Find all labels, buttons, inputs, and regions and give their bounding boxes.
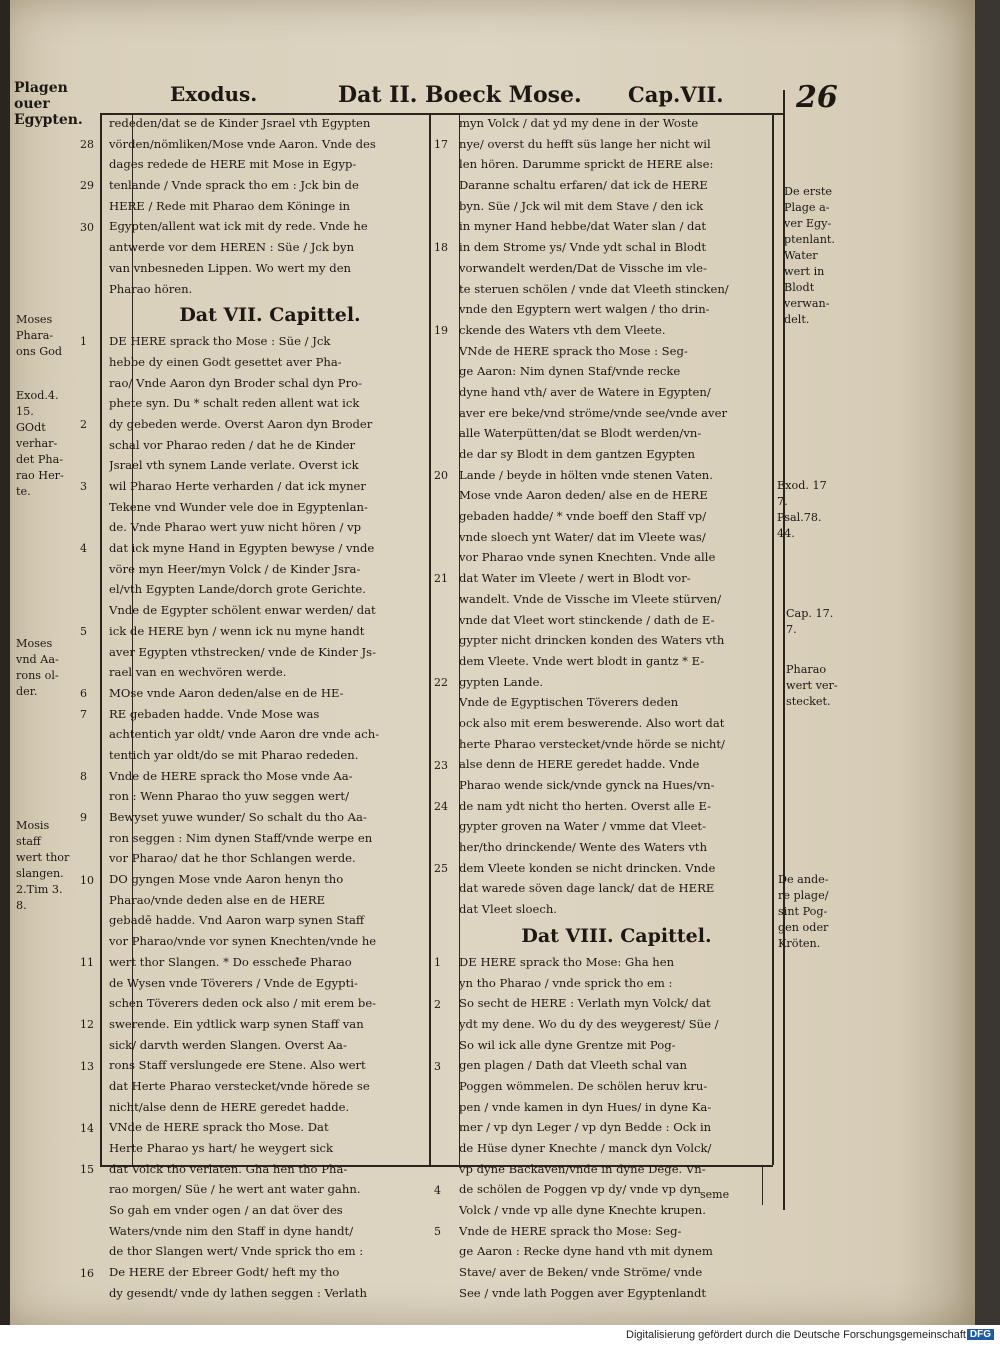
text-line: sick/ darvth werden Slangen. Overst Aa-: [109, 1037, 347, 1052]
text-line: vor Pharao/ dat he thor Schlangen werde.: [109, 851, 356, 866]
verse-number: 22: [434, 675, 448, 689]
left-gloss: Mosis staff wert thor slangen. 2.Tim 3. 8.: [16, 819, 70, 912]
text-line: alle Waterpütten/dat se Blodt werden/vn-: [459, 426, 702, 441]
verse-number: 2: [434, 997, 441, 1011]
text-line: myn Volck / dat yd my dene in der Woste: [459, 116, 699, 130]
text-line: schen Töverers deden ock also / mit erem be-: [109, 996, 377, 1011]
book-spine: [0, 0, 10, 1325]
text-line: de. Vnde Pharao wert yuw nicht hören / vp: [109, 520, 362, 535]
text-line: in myner Hand hebbe/dat Water slan / dat: [459, 219, 707, 234]
right-text-column: [459, 113, 774, 1304]
text-line: De HERE der Ebreer Godt/ heft my tho: [109, 1265, 340, 1280]
verse-number: 19: [434, 324, 448, 337]
text-line: Vnde de Egypter schölent enwar werden/ dat: [109, 603, 376, 618]
verse-number: 10: [80, 873, 94, 887]
text-line: vnde sloech ynt Water/ dat im Vleete was/: [459, 529, 706, 544]
text-line: antwerde vor dem HEREN : Süe / Jck byn: [109, 240, 355, 255]
text-line: vp dyne Backaven/vnde in dyne Dege. Vn-: [459, 1161, 706, 1176]
verse-number: 29: [80, 179, 94, 193]
text-line: in dem Strome ys/ Vnde ydt schal in Blodt: [459, 240, 707, 255]
text-line: Poggen wömmelen. De schölen heruv kru-: [459, 1078, 708, 1093]
text-line: de Hüse dyner Knechte / manck dyn Volck/: [459, 1141, 712, 1155]
text-line: DO gyngen Mose vnde Aaron henyn tho: [109, 872, 344, 887]
verse-number: 11: [80, 956, 94, 970]
text-line: ron : Wenn Pharao tho yuw seggen wert/: [109, 789, 349, 804]
text-line: vor Pharao vnde synen Knechten. Vnde alle: [459, 550, 716, 565]
text-line: pen / vnde kamen in dyn Hues/ in dyne Ka-: [459, 1099, 712, 1114]
text-line: rededen/dat se de Kinder Jsrael vth Egypten: [109, 116, 371, 130]
catchword: seme: [700, 1188, 730, 1201]
text-line: de Wysen vnde Töverers / Vnde de Egypti-: [109, 975, 358, 990]
verse-number: 16: [80, 1266, 94, 1280]
text-line: Daranne schaltu erfaren/ dat ick de HERE: [459, 178, 708, 193]
left-gloss: Moses Phara- ons God: [16, 313, 63, 358]
verse-number: 24: [434, 800, 448, 814]
verse-number: 2: [80, 418, 87, 432]
text-line: Pharao wende sick/vnde gynck na Hues/vn-: [459, 778, 715, 792]
text-line: dem Vleete. Vnde wert blodt in gantz * E-: [459, 653, 705, 668]
right-gloss: Exod. 17 7. Psal.78. 44.: [777, 479, 827, 540]
text-line: Vnde de HERE sprack tho Mose: Seg-: [459, 1223, 682, 1238]
text-line: rao morgen/ Süe / he wert ant water gahn.: [109, 1182, 361, 1197]
text-line: dy gesendt/ vnde dy lathen seggen : Verlath: [109, 1285, 368, 1300]
verse-number: 4: [434, 1184, 441, 1197]
text-line: schal vor Pharao reden / dat he de Kinder: [109, 437, 356, 452]
text-line: tentich yar oldt/do se mit Pharao rededen.: [109, 747, 359, 762]
verse-number: 5: [434, 1225, 441, 1239]
text-line: ron seggen : Nim dynen Staff/vnde werpe en: [109, 830, 373, 845]
text-line: vor Pharao/vnde vor synen Knechten/vnde he: [109, 934, 377, 949]
text-line: de nam ydt nicht tho herten. Overst alle E-: [459, 798, 712, 813]
text-line: achtentich yar oldt/ vnde Aaron dre vnde ach-: [109, 727, 380, 742]
verse-number: 12: [80, 1018, 94, 1032]
text-line: dy gebeden werde. Overst Aaron dyn Broder: [109, 416, 373, 431]
text-line: rons Staff verslungede ere Stene. Also wert: [109, 1058, 366, 1073]
right-gloss: Cap. 17. 7.: [786, 607, 834, 636]
text-line: HERE / Rede mit Pharao dem Köninge in: [109, 198, 351, 213]
left-text-column: [109, 113, 431, 1304]
text-line: Herte Pharao ys hart/ he weygert sick: [109, 1141, 334, 1155]
verse-number: 23: [434, 758, 448, 772]
verse-number: 30: [80, 220, 94, 234]
text-line: So secht de HERE : Verlath myn Volck/ dat: [459, 996, 711, 1011]
text-line: Stave/ aver de Beken/ vnde Ströme/ vnde: [459, 1265, 703, 1280]
text-line: So wil ick alle dyne Grentze mit Pog-: [459, 1037, 676, 1052]
text-line: dem Vleete konden se nicht drincken. Vnde: [459, 860, 716, 875]
text-line: wandelt. Vnde de Vissche im Vleete stürven/: [459, 591, 722, 606]
verse-number: 20: [434, 468, 448, 482]
text-line: phete syn. Du * schalt reden allent wat ick: [109, 396, 360, 411]
text-line: Waters/vnde nim den Staff in dyne handt/: [109, 1223, 354, 1238]
text-line: vorwandelt werden/Dat de Vissche im vle-: [459, 260, 707, 275]
dfg-logo: DFG: [967, 1329, 994, 1340]
left-frame-rule: [100, 113, 102, 1165]
right-gloss: De erste Plage a- ver Egy- ptenlant. Water wert in Blodt verwan- delt.: [784, 185, 835, 326]
text-line: vörden/nömliken/Mose vnde Aaron. Vnde des: [109, 136, 376, 151]
text-line: swerende. Ein ydtlick warp synen Staff van: [109, 1016, 364, 1031]
text-line: de thor Slangen wert/ Vnde sprick tho em :: [109, 1244, 364, 1259]
verse-number: 17: [434, 137, 448, 151]
text-line: ock also mit erem beswerende. Also wort dat: [459, 715, 725, 730]
right-gloss: De ande- re plage/ sint Pog- gen oder Kröten.: [778, 873, 829, 950]
text-line: nicht/alse denn de HERE geredet hadde.: [109, 1099, 350, 1114]
text-line: van vnbesneden Lippen. Wo wert my den: [109, 260, 352, 275]
text-line: RE gebaden hadde. Vnde Mose was: [109, 706, 320, 721]
text-line: te steruen schölen / vnde dat Vleeth stincken/: [459, 281, 729, 296]
text-line: vöre myn Heer/myn Volck / de Kinder Jsra-: [109, 561, 361, 576]
verse-number: 28: [80, 137, 94, 151]
text-line: Volck / vnde vp alle dyne Knechte krupen.: [459, 1203, 706, 1218]
text-line: dat Herte Pharao verstecket/vnde hörede se: [109, 1078, 370, 1093]
text-line: yn tho Pharao / vnde sprick tho em :: [459, 975, 673, 990]
text-line: ge Aaron: Nim dynen Staf/vnde recke: [459, 364, 681, 379]
text-line: dyne hand vth/ aver de Watere in Egypten/: [459, 384, 711, 399]
text-line: MOse vnde Aaron deden/alse en de HE-: [109, 685, 344, 700]
page-number: 26: [796, 80, 838, 115]
verse-number: 18: [434, 241, 448, 255]
footer-bar: [0, 1325, 1000, 1348]
text-line: rao/ Vnde Aaron dyn Broder schal dyn Pro-: [109, 375, 363, 390]
text-line: DE HERE sprack tho Mose : Süe / Jck: [109, 334, 331, 349]
verse-number: 1: [80, 335, 87, 349]
left-gloss: Moses vnd Aa- rons ol- der.: [16, 637, 59, 698]
footer-credit: Digitalisierung gefördert durch die Deutsche Forschungsgemeinschaft: [626, 1329, 966, 1341]
verse-number: 25: [434, 862, 448, 876]
text-line: Pharao hören.: [109, 281, 193, 296]
text-line: mer / vp dyn Leger / vp dyn Bedde : Ock in: [459, 1120, 712, 1135]
text-line: Mose vnde Aaron deden/ alse en de HERE: [459, 488, 708, 503]
verse-number: 6: [80, 687, 87, 701]
text-line: alse denn de HERE geredet hadde. Vnde: [459, 757, 700, 772]
verse-number: 8: [80, 770, 87, 783]
text-line: dat Water im Vleete / wert in Blodt vor-: [459, 571, 691, 586]
chapter-heading: Dat VIII. Capittel.: [521, 924, 712, 947]
verse-number: 4: [80, 542, 87, 556]
text-line: Vnde de HERE sprack tho Mose vnde Aa-: [109, 768, 353, 783]
text-line: ge Aaron : Recke dyne hand vth mit dynem: [459, 1244, 713, 1259]
verse-number: 21: [434, 572, 448, 586]
text-line: So gah em vnder ogen / an dat över des: [109, 1203, 343, 1218]
text-line: ckende des Waters vth dem Vleete.: [459, 322, 666, 337]
text-line: len hören. Darumme sprickt de HERE alse:: [459, 157, 714, 172]
text-line: herte Pharao verstecket/vnde hörde se nicht/: [459, 736, 725, 751]
chapter-label: Cap.VII.: [628, 82, 724, 107]
text-line: VNde de HERE sprack tho Mose : Seg-: [459, 343, 688, 358]
text-line: wil Pharao Herte verharden / dat ick myner: [109, 479, 366, 493]
text-line: nye/ overst du hefft süs lange her nicht wil: [459, 136, 711, 151]
text-line: See / vnde lath Poggen aver Egyptenlandt: [459, 1285, 707, 1300]
text-line: ick de HERE byn / wenn ick nu myne handt: [109, 623, 365, 638]
text-line: gebaden hadde/ * vnde boeff den Staff vp/: [459, 509, 707, 524]
text-line: de dar sy Blodt in dem gantzen Egypten: [459, 447, 695, 461]
verse-number: 1: [434, 956, 441, 970]
text-line: rael van en wechvören werde.: [109, 665, 287, 680]
text-line: her/tho drinckende/ Wente des Waters vth: [459, 840, 708, 855]
verse-number: 13: [80, 1059, 94, 1073]
text-line: Lande / beyde in hölten vnde stenen Vaten.: [459, 467, 713, 482]
text-line: Tekene vnd Wunder vele doe in Egyptenlan-: [109, 499, 368, 514]
book-name: Exodus.: [170, 82, 258, 106]
text-line: gypter groven na Water / vmme dat Vleet-: [459, 819, 707, 834]
text-line: gypten Lande.: [459, 674, 544, 689]
text-line: dat ick myne Hand in Egypten bewyse / vnde: [109, 541, 375, 556]
text-line: gebadē hadde. Vnd Aaron warp synen Staff: [109, 913, 365, 928]
text-line: VNde de HERE sprack tho Mose. Dat: [109, 1120, 329, 1135]
text-line: hebbe dy einen Godt gesettet aver Pha-: [109, 354, 342, 369]
text-line: DE HERE sprack tho Mose: Gha hen: [459, 954, 675, 969]
text-line: Pharao/vnde deden alse en de HERE: [109, 892, 326, 907]
verse-number: 7: [80, 707, 87, 721]
text-line: tenlande / Vnde sprack tho em : Jck bin de: [109, 178, 359, 193]
verse-number: 15: [80, 1163, 94, 1177]
text-line: gypter nicht drincken konden des Waters vth: [459, 633, 725, 648]
text-line: vnde den Egyptern wert walgen / tho drin-: [459, 302, 710, 317]
chapter-heading: Dat VII. Capittel.: [179, 304, 361, 327]
left-gloss-header-text: Plagen ouer Egypten.: [14, 80, 83, 128]
verse-number: 3: [434, 1059, 441, 1073]
text-line: el/vth Egypten Lande/dorch grote Gerichte.: [109, 582, 366, 597]
text-line: dages redede de HERE mit Mose in Egyp-: [109, 157, 357, 172]
text-line: vnde dat Vleet wort stinckende / dath de E-: [459, 612, 715, 627]
text-line: Vnde de Egyptischen Töverers deden: [459, 695, 679, 710]
verse-number: 9: [80, 811, 87, 825]
text-line: Egypten/allent wat ick mit dy rede. Vnde he: [109, 219, 368, 234]
left-gloss-header: [14, 80, 84, 128]
text-line: de schölen de Poggen vp dy/ vnde vp dyn: [459, 1182, 702, 1197]
text-line: byn. Süe / Jck wil mit dem Stave / den ick: [459, 198, 704, 213]
text-line: dat warede söven dage lanck/ dat de HERE: [459, 881, 715, 896]
right-gloss: Pharao wert ver- stecket.: [786, 663, 838, 708]
text-line: wert thor Slangen. * Do esscheđe Pharao: [109, 954, 352, 969]
text-line: Jsrael vth synem Lande verlate. Overst ick: [109, 458, 359, 473]
text-line: dat Vleet sloech.: [459, 902, 557, 917]
left-gloss: Exod.4. 15. GOdt verhar- det Pha- rao Her- te.: [16, 389, 64, 498]
text-line: aver Egypten vthstrecken/ vnde de Kinder Js-: [109, 644, 377, 659]
verse-number: 5: [80, 625, 87, 639]
text-line: gen plagen / Dath dat Vleeth schal van: [459, 1058, 687, 1073]
text-line: Bewyset yuwe wunder/ So schalt du tho Aa-: [109, 810, 367, 824]
page-title: Dat II. Boeck Mose.: [338, 82, 582, 108]
text-line: ydt my dene. Wo du dy des weygerest/ Süe /: [459, 1016, 719, 1031]
text-line: dat Volck tho verlaten. Gha hen tho Pha-: [109, 1161, 348, 1176]
text-line: aver ere beke/vnd ströme/vnde see/vnde aver: [459, 405, 728, 420]
verse-number: 3: [80, 480, 87, 494]
verse-number: 14: [80, 1121, 94, 1135]
